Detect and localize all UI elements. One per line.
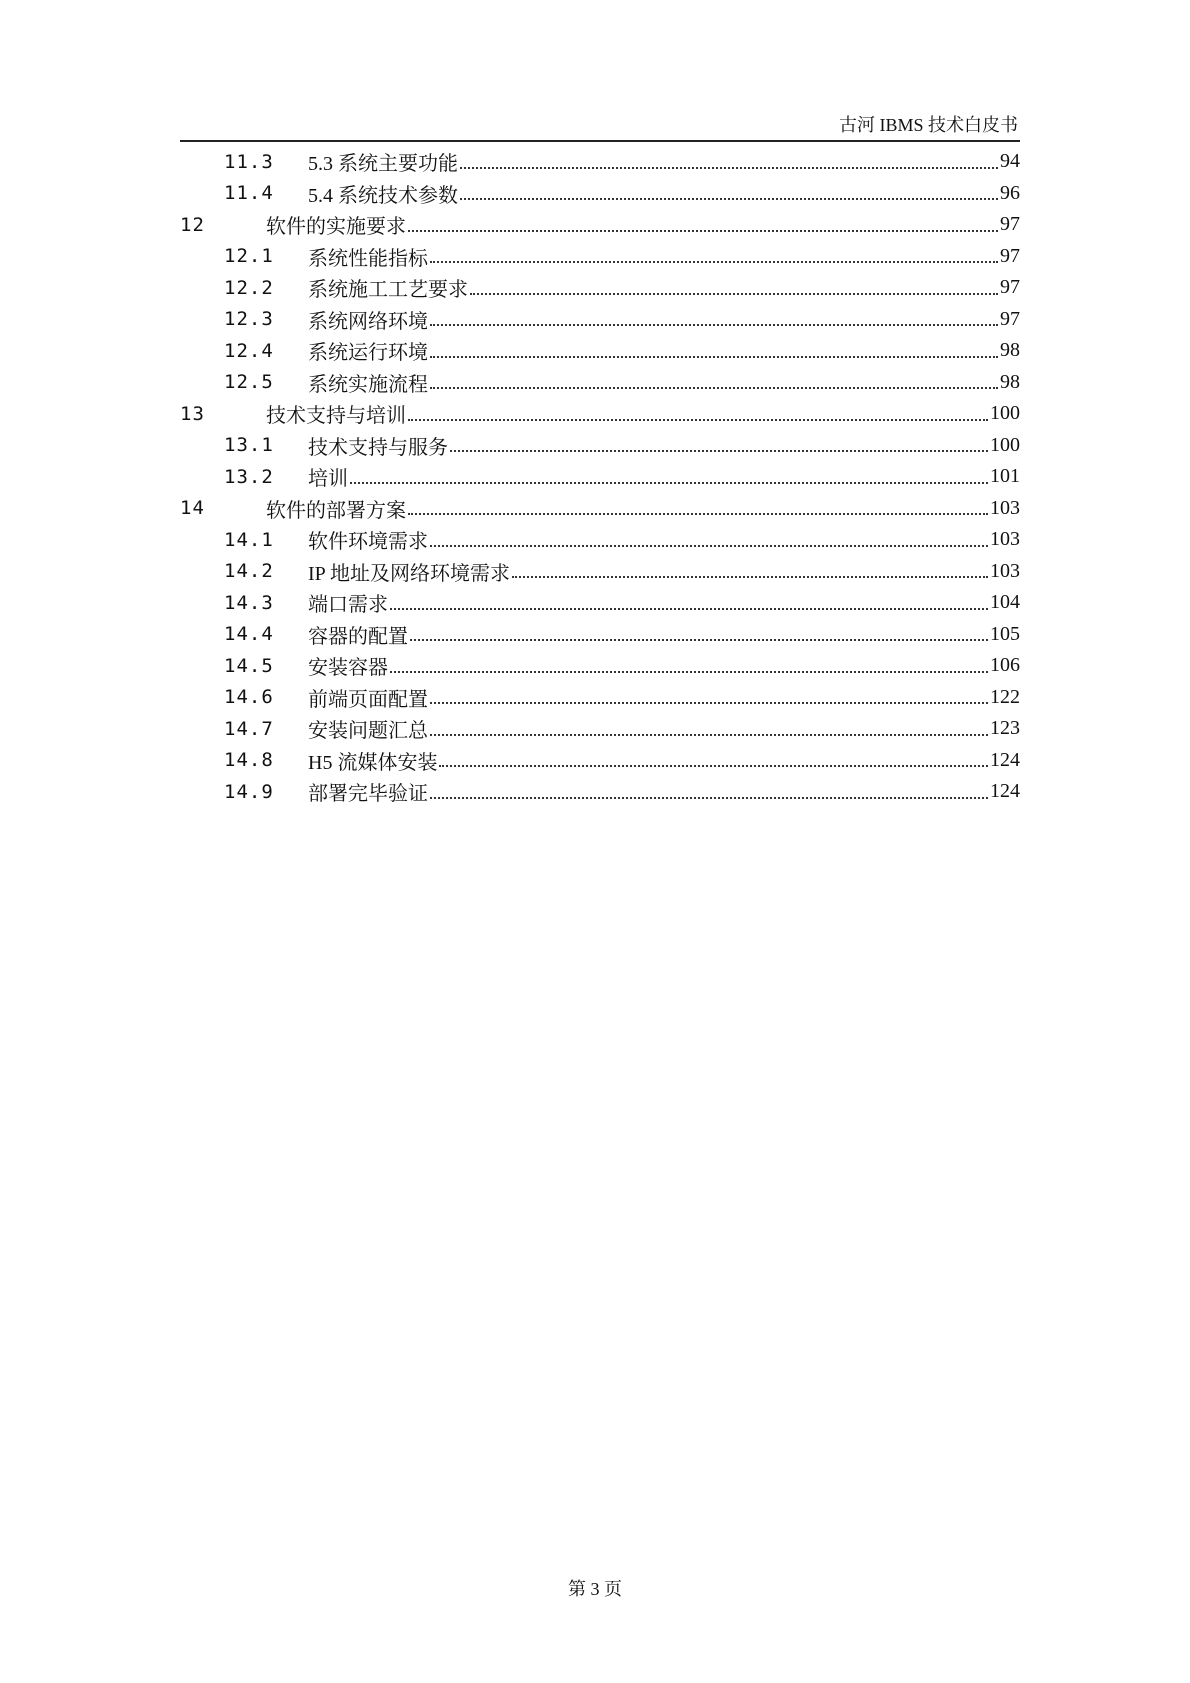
toc-entry[interactable] — [180, 619, 1020, 651]
toc-dot-leader — [390, 608, 988, 610]
toc-entry-page: 106 — [990, 654, 1020, 677]
page-number: 第 3 页 — [568, 1579, 622, 1599]
page-header — [180, 110, 1020, 142]
toc-entry[interactable] — [180, 430, 1020, 462]
toc-entry-title: 端口需求 — [308, 594, 388, 617]
toc-dot-leader — [512, 576, 988, 578]
toc-dot-leader — [408, 513, 988, 515]
toc-dot-leader — [430, 734, 988, 736]
toc-entry-page: 105 — [990, 622, 1020, 645]
toc-entry-number: 13 — [180, 402, 205, 425]
toc-entry-number: 11.3 — [224, 150, 274, 173]
toc-dot-leader — [460, 198, 998, 200]
toc-dot-leader — [430, 545, 988, 547]
toc-entry-page: 100 — [990, 402, 1020, 425]
toc-entry[interactable] — [180, 650, 1020, 682]
toc-dot-leader — [430, 261, 998, 263]
toc-entry-page: 103 — [990, 528, 1020, 551]
toc-entry-number: 14.6 — [224, 686, 274, 709]
toc-entry[interactable] — [180, 241, 1020, 273]
toc-entry-number: 14 — [180, 497, 205, 520]
toc-entry-number: 14.2 — [224, 560, 274, 583]
toc-entry-page: 97 — [1000, 244, 1020, 267]
toc-entry-page: 124 — [990, 748, 1020, 771]
toc-dot-leader — [430, 702, 988, 704]
toc-dot-leader — [430, 387, 998, 389]
toc-entry-title: 系统性能指标 — [308, 247, 428, 270]
toc-entry-page: 96 — [1000, 181, 1020, 204]
toc-entry-title: 5.3 系统主要功能 — [308, 153, 458, 176]
toc-entry-page: 122 — [990, 685, 1020, 708]
toc-entry-number: 12.5 — [224, 371, 274, 394]
toc-entry-title: 容器的配置 — [308, 625, 408, 648]
toc-entry-title: 5.4 系统技术参数 — [308, 184, 458, 207]
toc-entry-page: 94 — [1000, 150, 1020, 173]
toc-dot-leader — [450, 450, 988, 452]
toc-entry-title: 部署完毕验证 — [308, 783, 428, 806]
toc-entry-title: 软件环境需求 — [308, 531, 428, 554]
toc-entry-title: 软件的实施要求 — [266, 216, 406, 239]
toc-entry-number: 13.1 — [224, 434, 274, 457]
toc-entry-number: 12.3 — [224, 308, 274, 331]
toc-entry-title: 安装容器 — [308, 657, 388, 680]
toc-dot-leader — [460, 167, 998, 169]
toc-entry-title: 系统运行环境 — [308, 342, 428, 365]
toc-entry[interactable] — [180, 461, 1020, 493]
toc-entry[interactable] — [180, 713, 1020, 745]
toc-entry-title: 软件的部署方案 — [266, 499, 406, 522]
toc-entry-title: 系统实施流程 — [308, 373, 428, 396]
toc-entry-number: 12 — [180, 213, 205, 236]
toc-entry-number: 14.3 — [224, 591, 274, 614]
toc-entry-page: 123 — [990, 717, 1020, 740]
toc-entry[interactable] — [180, 335, 1020, 367]
toc-entry-page: 101 — [990, 465, 1020, 488]
toc-entry[interactable] — [180, 304, 1020, 336]
toc-entry[interactable] — [180, 146, 1020, 178]
toc-entry-title: 系统网络环境 — [308, 310, 428, 333]
toc-dot-leader — [350, 482, 988, 484]
toc-entry[interactable] — [180, 398, 1020, 430]
toc-entry[interactable] — [180, 587, 1020, 619]
toc-entry-title: H5 流媒体安装 — [308, 751, 438, 774]
toc-entry[interactable] — [180, 745, 1020, 777]
toc-dot-leader — [408, 419, 988, 421]
toc-entry-number: 14.7 — [224, 717, 274, 740]
toc-entry-title: 前端页面配置 — [308, 688, 428, 711]
toc-entry-title: 技术支持与服务 — [308, 436, 448, 459]
toc-entry-number: 11.4 — [224, 182, 274, 205]
toc-dot-leader — [439, 765, 988, 767]
toc-entry-page: 100 — [990, 433, 1020, 456]
toc-entry[interactable] — [180, 493, 1020, 525]
toc-entry[interactable] — [180, 178, 1020, 210]
toc-entry-page: 103 — [990, 496, 1020, 519]
toc-entry-number: 14.9 — [224, 780, 274, 803]
toc-entry-number: 12.1 — [224, 245, 274, 268]
toc-entry-number: 13.2 — [224, 465, 274, 488]
toc-entry-page: 103 — [990, 559, 1020, 582]
toc-entry-page: 97 — [1000, 213, 1020, 236]
table-of-contents — [180, 146, 1020, 808]
toc-entry-title: 安装问题汇总 — [308, 720, 428, 743]
document-title: 古河 IBMS 技术白皮书 — [838, 115, 1018, 135]
toc-entry-title: IP 地址及网络环境需求 — [308, 562, 511, 585]
toc-entry-page: 104 — [990, 591, 1020, 614]
toc-entry-page: 97 — [1000, 276, 1020, 299]
toc-entry-number: 12.4 — [224, 339, 274, 362]
toc-dot-leader — [390, 671, 988, 673]
toc-entry-title: 技术支持与培训 — [266, 405, 406, 428]
toc-entry-number: 14.4 — [224, 623, 274, 646]
toc-entry[interactable] — [180, 682, 1020, 714]
toc-entry[interactable] — [180, 524, 1020, 556]
toc-dot-leader — [430, 324, 998, 326]
toc-dot-leader — [408, 230, 998, 232]
toc-entry-page: 97 — [1000, 307, 1020, 330]
toc-entry[interactable] — [180, 367, 1020, 399]
toc-entry-number: 12.2 — [224, 276, 274, 299]
toc-entry-title: 系统施工工艺要求 — [308, 279, 468, 302]
toc-dot-leader — [430, 797, 988, 799]
toc-entry-page: 124 — [990, 780, 1020, 803]
toc-entry[interactable] — [180, 272, 1020, 304]
toc-entry-number: 14.5 — [224, 654, 274, 677]
toc-dot-leader — [470, 293, 998, 295]
toc-entry-number: 14.1 — [224, 528, 274, 551]
toc-entry[interactable] — [180, 556, 1020, 588]
toc-entry[interactable] — [180, 209, 1020, 241]
toc-dot-leader — [430, 356, 998, 358]
toc-entry-number: 14.8 — [224, 749, 274, 772]
toc-dot-leader — [410, 639, 988, 641]
toc-entry[interactable] — [180, 776, 1020, 808]
toc-entry-title: 培训 — [308, 468, 348, 491]
toc-entry-page: 98 — [1000, 339, 1020, 362]
toc-entry-page: 98 — [1000, 370, 1020, 393]
